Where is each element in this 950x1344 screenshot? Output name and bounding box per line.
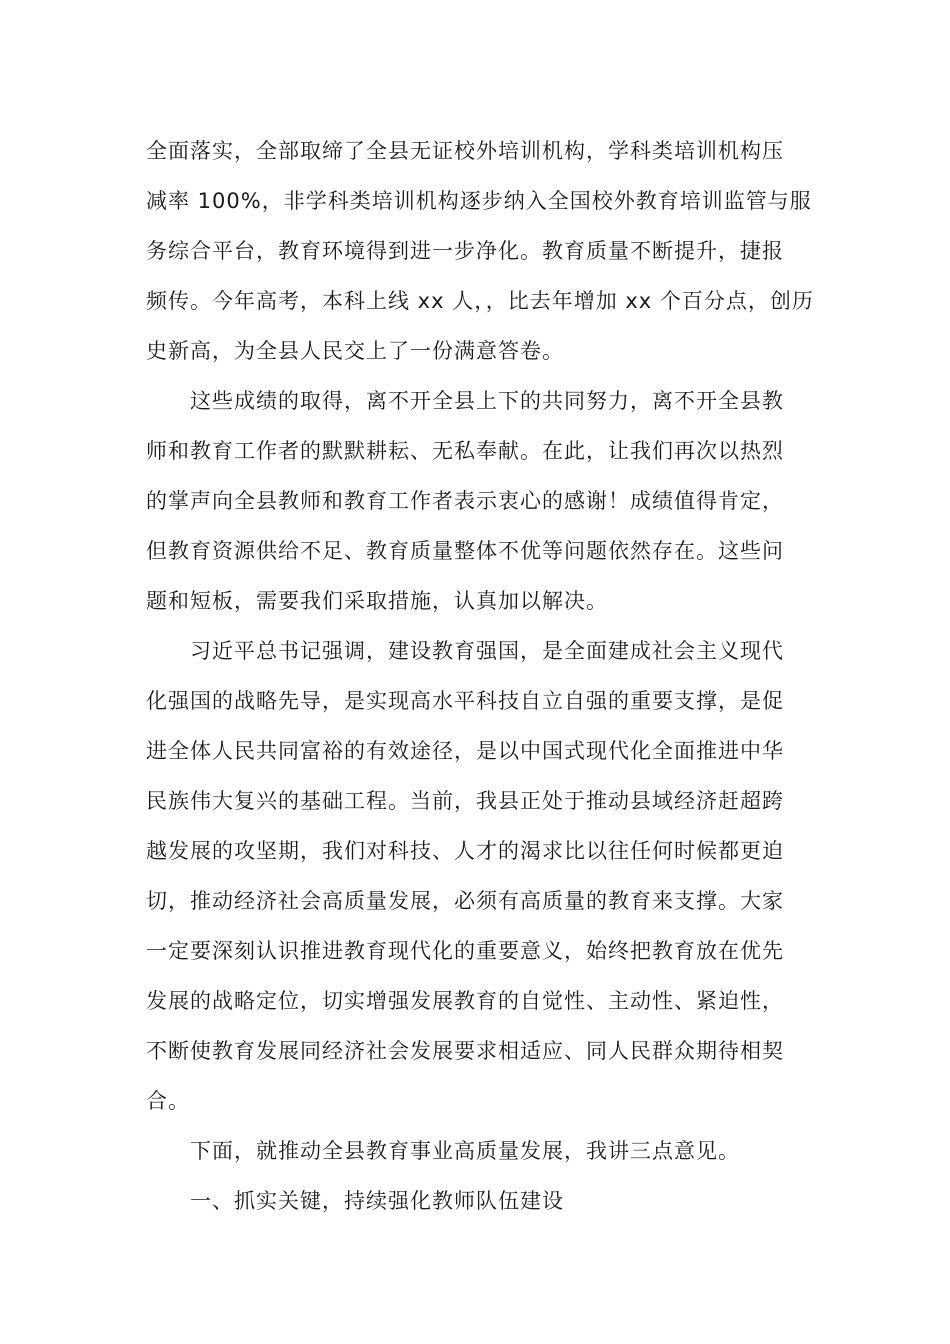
text-line: 合。 bbox=[146, 1089, 190, 1113]
text-line: 频传。今年高考，本科上线 xx 人，，比去年增加 xx 个百分点，创历 bbox=[146, 289, 814, 313]
paragraph-start-line: 下面，就推动全县教育事业高质量发展，我讲三点意见。 bbox=[190, 1139, 740, 1163]
text-line: 发展的战略定位，切实增强发展教育的自觉性、主动性、紧迫性， bbox=[146, 989, 784, 1013]
document-body bbox=[146, 126, 814, 1226]
text-line: 师和教育工作者的默默耕耘、无私奉献。在此，让我们再次以热烈 bbox=[146, 439, 784, 463]
text-line: 的掌声向全县教师和教育工作者表示衷心的感谢！成绩值得肯定， bbox=[146, 489, 784, 513]
section-heading: 一、抓实关键，持续强化教师队伍建设 bbox=[190, 1189, 564, 1213]
text-line: 化强国的战略先导，是实现高水平科技自立自强的重要支撑，是促 bbox=[146, 689, 784, 713]
text-line: 题和短板，需要我们采取措施，认真加以解决。 bbox=[146, 589, 608, 613]
text-line: 切，推动经济社会高质量发展，必须有高质量的教育来支撑。大家 bbox=[146, 889, 784, 913]
text-line: 减率 100%，非学科类培训机构逐步纳入全国校外教育培训监管与服 bbox=[146, 189, 812, 213]
text-line: 进全体人民共同富裕的有效途径，是以中国式现代化全面推进中华 bbox=[146, 739, 784, 763]
paragraph-start-line: 习近平总书记强调，建设教育强国，是全面建成社会主义现代 bbox=[190, 639, 784, 663]
text-line: 但教育资源供给不足、教育质量整体不优等问题依然存在。这些问 bbox=[146, 539, 784, 563]
text-line: 史新高，为全县人民交上了一份满意答卷。 bbox=[146, 339, 564, 363]
text-line: 务综合平台，教育环境得到进一步净化。教育质量不断提升，捷报 bbox=[146, 239, 784, 263]
text-line: 越发展的攻坚期，我们对科技、人才的渴求比以往任何时候都更迫 bbox=[146, 839, 784, 863]
text-line: 不断使教育发展同经济社会发展要求相适应、同人民群众期待相契 bbox=[146, 1039, 784, 1063]
paragraph-start-line: 这些成绩的取得，离不开全县上下的共同努力，离不开全县教 bbox=[190, 389, 784, 413]
text-line: 一定要深刻认识推进教育现代化的重要意义，始终把教育放在优先 bbox=[146, 939, 784, 963]
text-line: 民族伟大复兴的基础工程。当前，我县正处于推动县域经济赶超跨 bbox=[146, 789, 784, 813]
text-line: 全面落实，全部取缔了全县无证校外培训机构，学科类培训机构压 bbox=[146, 139, 784, 163]
